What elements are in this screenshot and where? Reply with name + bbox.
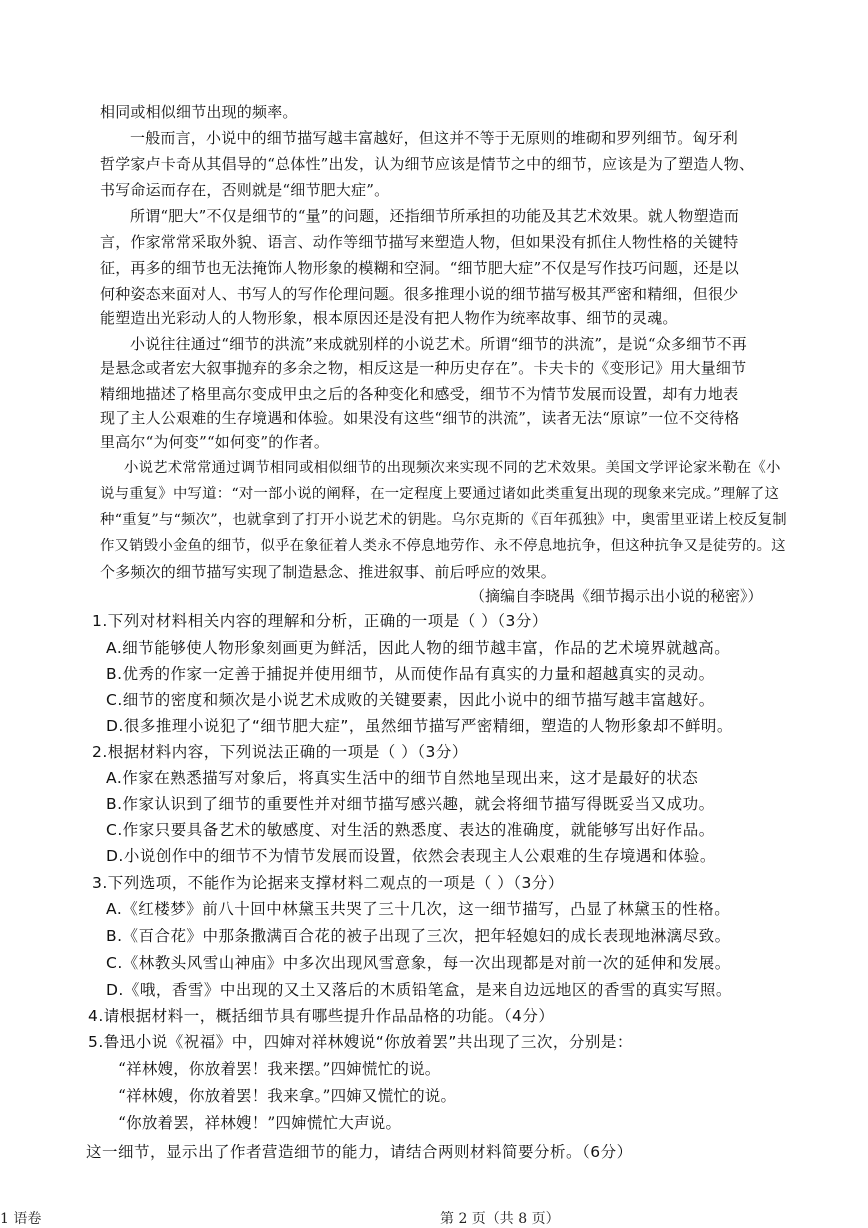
passage-line: 个多频次的细节描写实现了制造悬念、推进叙事、前后呼应的效果。 — [100, 563, 557, 581]
passage-line: 现了主人公艰难的生存境遇和体验。如果没有这些“细节的洪流”，读者无法“原谅”一位不交待格 — [100, 409, 740, 427]
passage-line: 里高尔“为何变”“如何变”的作者。 — [100, 433, 330, 451]
question-3-stem: 3.下列选项，不能作为论据来支撑材料二观点的一项是（ ）（3分） — [92, 874, 564, 892]
question-4-stem: 4.请根据材料一，概括细节具有哪些提升作品品格的功能。（4分） — [88, 1007, 555, 1025]
passage-line: 是悬念或者宏大叙事抛弃的多余之物，相反这是一种历史存在”。卡夫卡的《变形记》用大量细节 — [100, 359, 747, 377]
passage-line: 征，再多的细节也无法掩饰人物形象的模糊和空洞。“细节肥大症”不仅是写作技巧问题，还是以 — [100, 259, 739, 277]
footer-left: 1 语卷 — [0, 1211, 42, 1227]
question-1-stem: 1.下列对材料相关内容的理解和分析，正确的一项是（ ）（3分） — [92, 612, 548, 630]
question-2-option-a: A.作家在熟悉描写对象后，将真实生活中的细节自然地呈现出来，这才是最好的状态 — [106, 769, 699, 787]
passage-line: 书写命运而存在，否则就是“细节肥大症”。 — [100, 181, 390, 199]
question-3-option-c: C.《林教头风雪山神庙》中多次出现风雪意象，每一次出现都是对前一次的延伸和发展。 — [106, 954, 731, 972]
question-1-option-a: A.细节能够使人物形象刻画更为鲜活，因此人物的细节越丰富，作品的艺术境界就越高。 — [106, 639, 731, 657]
passage-line: 一般而言，小说中的细节描写越丰富越好，但这并不等于无原则的堆砌和罗列细节。匈牙利 — [130, 129, 739, 147]
question-1-option-b: B.优秀的作家一定善于捕捉并使用细节，从而使作品有真实的力量和超越真实的灵动。 — [106, 665, 715, 683]
passage-line: 哲学家卢卡奇从其倡导的“总体性”出发，认为细节应该是情节之中的细节，应该是为了塑造人物、 — [100, 155, 755, 173]
question-2-option-d: D.小说创作中的细节不为情节发展而设置，依然会表现主人公艰难的生存境遇和体验。 — [106, 847, 716, 865]
page-number: 第 2 页（共 8 页） — [440, 1211, 560, 1227]
passage-line: 精细地描述了格里高尔变成甲虫之后的各种变化和感受，细节不为情节发展而设置，却有力地表 — [100, 385, 739, 403]
passage-line: 说与重复》中写道：“对一部小说的阐释，在一定程度上要通过诸如此类重复出现的现象来完成。”理解了这 — [100, 486, 780, 502]
question-5-quote: “祥林嫂，你放着罢！我来摆。”四婶慌忙的说。 — [118, 1060, 441, 1078]
question-5-closing: 这一细节，显示出了作者营造细节的能力，请结合两则材料简要分析。（6分） — [86, 1143, 633, 1161]
question-5-quote: “你放着罢，祥林嫂！”四婶慌忙大声说。 — [118, 1114, 402, 1132]
question-5-stem: 5.鲁迅小说《祝福》中，四婶对祥林嫂说“你放着罢”共出现了三次，分别是： — [88, 1033, 633, 1051]
question-1-option-c: C.细节的密度和频次是小说艺术成败的关键要素，因此小说中的细节描写越丰富越好。 — [106, 691, 715, 709]
passage-line: 所谓“肥大”不仅是细节的“量”的问题，还指细节所承担的功能及其艺术效果。就人物塑造而 — [130, 207, 740, 225]
question-1-option-d: D.很多推理小说犯了“细节肥大症”，虽然细节描写严密精细，塑造的人物形象却不鲜明。 — [106, 717, 733, 735]
passage-line: 相同或相似细节出现的频率。 — [100, 103, 298, 121]
passage-line: 言，作家常常采取外貌、语言、动作等细节描写来塑造人物，但如果没有抓住人物性格的关键特 — [100, 233, 739, 251]
passage-line: 作又销毁小金鱼的细节，似乎在象征着人类永不停息地劳作、永不停息地抗争，但这种抗争又是徒劳的。这 — [100, 538, 786, 554]
question-3-option-a: A.《红楼梦》前八十回中林黛玉共哭了三十几次，这一细节描写，凸显了林黛玉的性格。 — [106, 900, 731, 918]
passage-line: 何种姿态来面对人、书写人的写作伦理问题。很多推理小说的细节描写极其严密和精细，但很少 — [100, 285, 739, 303]
passage-source: （摘编自李晓禺《细节揭示出小说的秘密》） — [470, 587, 763, 605]
question-5-quote: “祥林嫂，你放着罢！我来拿。”四婶又慌忙的说。 — [118, 1087, 457, 1105]
passage-line: 种“重复”与“频次”，也就拿到了打开小说艺术的钥匙。乌尔克斯的《百年孤独》中，奥雷里亚诺上校反复制 — [100, 512, 787, 528]
question-2-stem: 2.根据材料内容，下列说法正确的一项是（ ）（3分） — [92, 743, 468, 761]
question-3-option-d: D.《哦，香雪》中出现的又土又落后的木质铅笔盒，是来自边远地区的香雪的真实写照。 — [106, 981, 732, 999]
question-2-option-b: B.作家认识到了细节的重要性并对细节描写感兴趣，就会将细节描写得既妥当又成功。 — [106, 795, 715, 813]
passage-line: 小说艺术常常通过调节相同或相似细节的出现频次来实现不同的艺术效果。美国文学评论家米勒在《小 — [124, 460, 781, 476]
question-3-option-b: B.《百合花》中那条撒满百合花的被子出现了三次，把年轻媳妇的成长表现地淋漓尽致。 — [106, 927, 731, 945]
passage-line: 小说往往通过“细节的洪流”来成就别样的小说艺术。所谓“细节的洪流”，是说“众多细节不再 — [130, 335, 747, 353]
passage-line: 能塑造出光彩动人的人物形象，根本原因还是没有把人物作为统率故事、细节的灵魂。 — [100, 309, 678, 327]
question-2-option-c: C.作家只要具备艺术的敏感度、对生活的熟悉度、表达的准确度，就能够写出好作品。 — [106, 821, 715, 839]
